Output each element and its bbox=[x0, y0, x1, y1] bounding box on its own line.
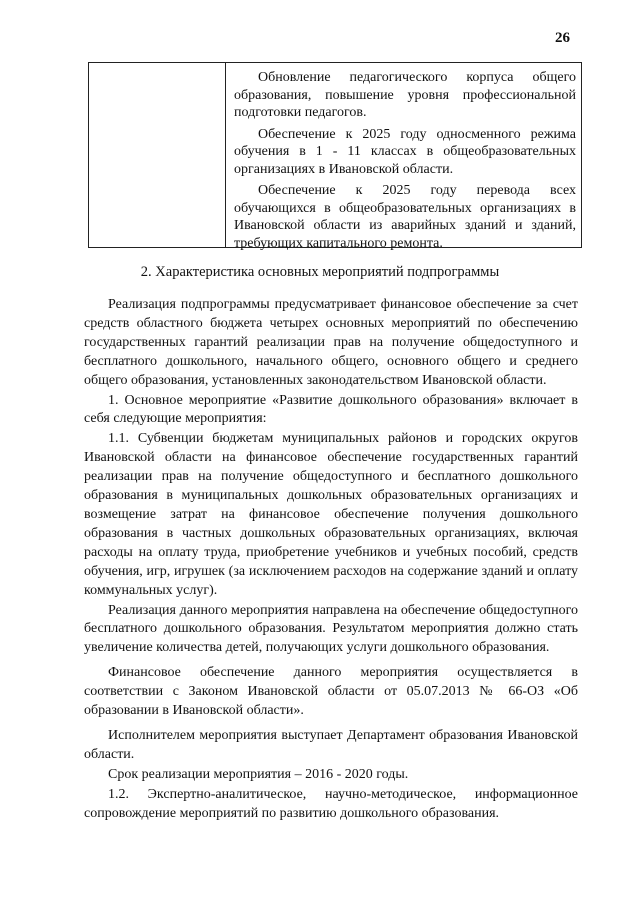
paragraph: Исполнителем мероприятия выступает Департамент образования Ивановской области. bbox=[84, 727, 578, 762]
table bbox=[88, 62, 582, 251]
paragraph: Реализация данного мероприятия направлена на обеспечение общедоступного бесплатного дошкольного образования. Результатом мероприятия должно стать увеличение количества детей, получающих услуги дошкольного образования. bbox=[84, 602, 578, 656]
paragraph: Финансовое обеспечение данного мероприятия осуществляется в соответствии с Законом Ивановской области от 05.07.2013 № 66-ОЗ «Об образовании в Ивановской области». bbox=[84, 665, 578, 719]
body-text bbox=[84, 296, 578, 824]
table-cell-empty bbox=[89, 63, 226, 247]
table-cell-text bbox=[226, 63, 581, 251]
table-paragraph: Обеспечение к 2025 году односменного режима обучения в 1 - 11 классах в общеобразовательных организациях в Ивановской области. bbox=[234, 126, 576, 177]
paragraph: 1. Основное мероприятие «Развитие дошкольного образования» включает в себя следующие мероприятия: bbox=[84, 392, 578, 427]
paragraph: 1.1. Субвенции бюджетам муниципальных районов и городских округов Ивановской области на финансовое обеспечение государственных гарантий реализации прав на получение общедоступного и бесплатного дошкольного образования в муниципальных дошкольных образовательных организациях и возмещение затрат на финансовое обеспечение получения дошкольного образования в частных дошкольных образовательных организациях, включая расходы на оплату труда, приобретение учебников и учебных пособий, средств обучения, игр, игрушек (за исключением расходов на содержание зданий и оплату коммунальных услуг). bbox=[84, 431, 578, 598]
paragraph: Реализация подпрограммы предусматривает финансовое обеспечение за счет средств областного бюджета четырех основных мероприятий по обеспечению государственных гарантий реализации прав на получение общедоступного и бесплатного дошкольного, начального общего, основного общего и среднего общего образования, установленных законодательством Ивановской области. bbox=[84, 297, 578, 388]
table-paragraph: Обновление педагогического корпуса общего образования, повышение уровня профессиональной подготовки педагогов. bbox=[234, 70, 576, 120]
section-heading: 2. Характеристика основных мероприятий подпрограммы bbox=[140, 264, 500, 280]
paragraph: Срок реализации мероприятия – 2016 - 2020 годы. bbox=[108, 766, 409, 782]
table-paragraph: Обеспечение к 2025 году перевода всех обучающихся в общеобразовательных организациях в Ивановской области из аварийных зданий и зданий, требующих капитального ремонта. bbox=[234, 183, 576, 251]
paragraph: 1.2. Экспертно-аналитическое, научно-методическое, информационное сопровождение мероприятий по развитию дошкольного образования. bbox=[84, 786, 578, 821]
page-number: 26 bbox=[555, 30, 570, 46]
